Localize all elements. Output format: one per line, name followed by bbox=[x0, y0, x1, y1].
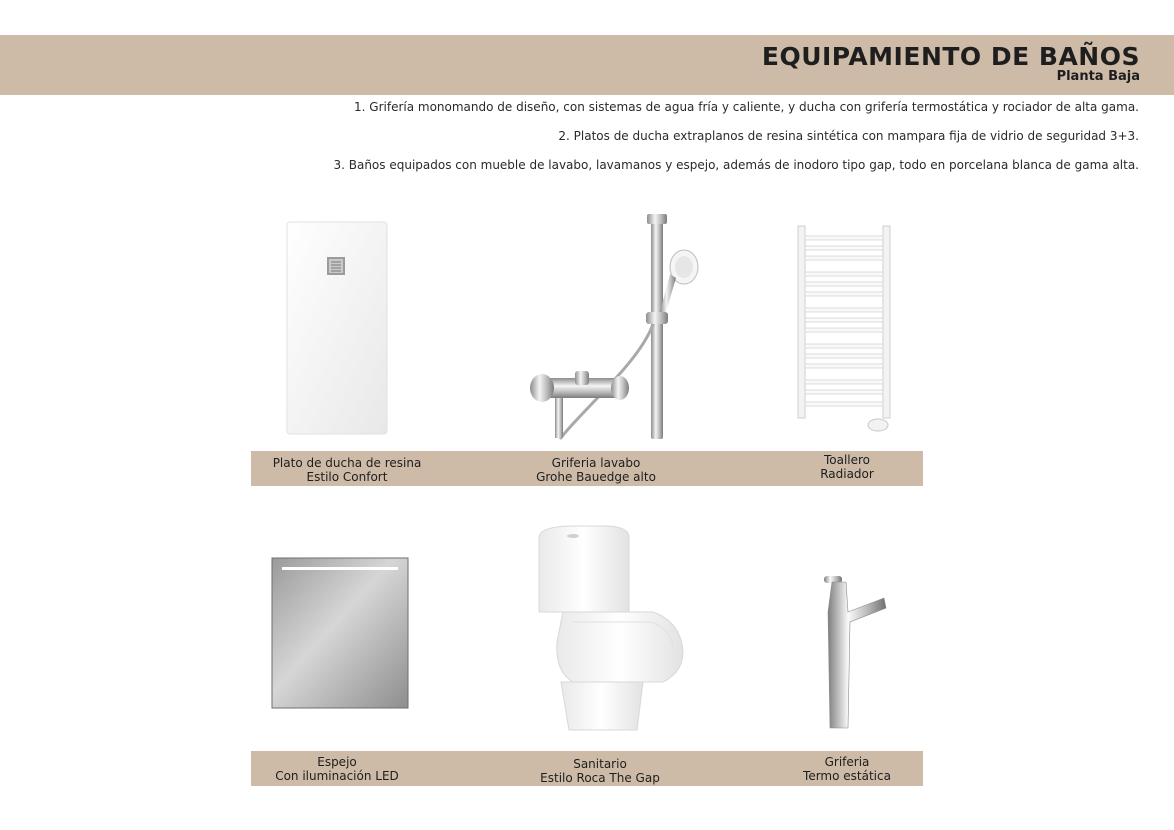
led-mirror-image bbox=[270, 556, 410, 710]
caption-line: Termo estática bbox=[803, 769, 891, 783]
caption-line: Sanitario bbox=[573, 757, 627, 771]
feature-item: 1. Grifería monomando de diseño, con sistemas de agua fría y caliente, y ducha con grifería termostática y rociador de alta gama. bbox=[354, 100, 1139, 114]
feature-item: 2. Platos de ducha extraplanos de resina sintética con mampara fija de vidrio de seguridad 3+3. bbox=[558, 129, 1139, 143]
caption-line: Estilo Confort bbox=[306, 470, 388, 484]
product-caption bbox=[500, 757, 700, 785]
page-title: EQUIPAMIENTO DE BAÑOS bbox=[761, 42, 1140, 71]
caption-line: Grohe Bauedge alto bbox=[536, 470, 656, 484]
product-caption bbox=[237, 755, 437, 783]
product-caption bbox=[747, 453, 947, 481]
product-caption bbox=[247, 456, 447, 484]
caption-line: Estilo Roca The Gap bbox=[540, 771, 660, 785]
shower-set-image bbox=[520, 212, 705, 442]
caption-line: Griferia bbox=[824, 755, 870, 769]
caption-line: Griferia lavabo bbox=[551, 456, 641, 470]
caption-line: Toallero bbox=[823, 453, 871, 467]
product-caption bbox=[747, 755, 947, 783]
caption-line: Radiador bbox=[820, 467, 874, 481]
toilet-image bbox=[533, 522, 685, 734]
feature-item: 3. Baños equipados con mueble de lavabo, lavamanos y espejo, además de inodoro tipo gap, todo en porcelana blanca de gama alta. bbox=[333, 158, 1139, 172]
basin-faucet-image bbox=[818, 572, 890, 732]
product-caption bbox=[496, 456, 696, 484]
caption-line: Espejo bbox=[317, 755, 357, 769]
page-subtitle: Planta Baja bbox=[1056, 69, 1140, 84]
shower-tray-image bbox=[283, 220, 389, 438]
feature-list bbox=[239, 99, 1139, 186]
caption-line: Con iluminación LED bbox=[275, 769, 399, 783]
caption-line: Plato de ducha de resina bbox=[272, 456, 422, 470]
towel-radiator-image bbox=[794, 222, 894, 436]
